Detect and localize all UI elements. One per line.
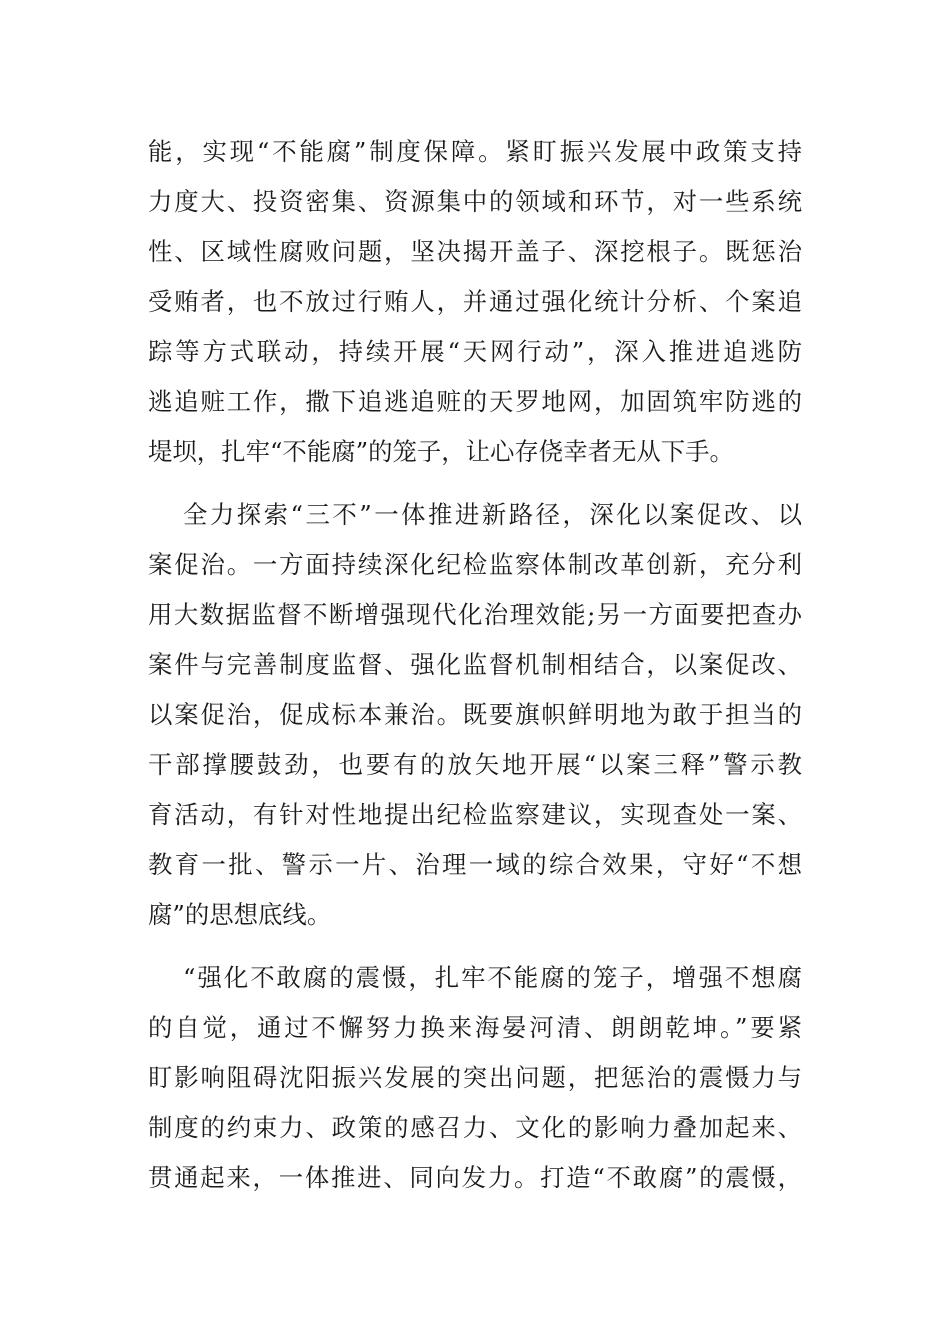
text-line: 用大数据监督不断增强现代化治理效能;另一方面要把查办	[148, 600, 802, 629]
text-line: 腐”的思想底线。	[148, 900, 332, 929]
text-line: 案促治。一方面持续深化纪检监察体制改革创新，充分利	[148, 550, 802, 579]
text-line: 踪等方式联动，持续开展“天网行动”，深入推进追逃防	[148, 337, 802, 366]
text-line: 全力探索“三不”一体推进新路径，深化以案促改、以	[183, 500, 802, 529]
text-line: 受贿者，也不放过行贿人，并通过强化统计分析、个案追	[148, 287, 802, 316]
text-line: 育活动，有针对性地提出纪检监察建议，实现查处一案、	[148, 800, 802, 829]
text-line: 教育一批、警示一片、治理一域的综合效果，守好“不想	[148, 850, 802, 879]
text-line: 制度的约束力、政策的感召力、文化的影响力叠加起来、	[148, 1113, 802, 1142]
text-line: 逃追赃工作，撒下追逃追赃的天罗地网，加固筑牢防逃的	[148, 387, 802, 416]
text-line: 的自觉，通过不懈努力换来海晏河清、朗朗乾坤。”要紧	[148, 1013, 802, 1042]
text-line: 案件与完善制度监督、强化监督机制相结合，以案促改、	[148, 650, 802, 679]
text-line: “强化不敢腐的震慑，扎牢不能腐的笼子，增强不想腐	[183, 963, 802, 992]
text-line: 贯通起来，一体推进、同向发力。打造“不敢腐”的震慑，	[148, 1163, 802, 1192]
text-line: 干部撑腰鼓劲，也要有的放矢地开展“以案三释”警示教	[148, 750, 802, 779]
text-line: 力度大、投资密集、资源集中的领域和环节，对一些系统	[148, 187, 802, 216]
text-line: 堤坝，扎牢“不能腐”的笼子，让心存侥幸者无从下手。	[148, 437, 734, 466]
text-line: 盯影响阻碍沈阳振兴发展的突出问题，把惩治的震慑力与	[148, 1063, 802, 1092]
text-line: 能，实现“不能腐”制度保障。紧盯振兴发展中政策支持	[148, 137, 802, 166]
text-line: 性、区域性腐败问题，坚决揭开盖子、深挖根子。既惩治	[148, 237, 802, 266]
text-line: 以案促治，促成标本兼治。既要旗帜鲜明地为敢于担当的	[148, 700, 802, 729]
